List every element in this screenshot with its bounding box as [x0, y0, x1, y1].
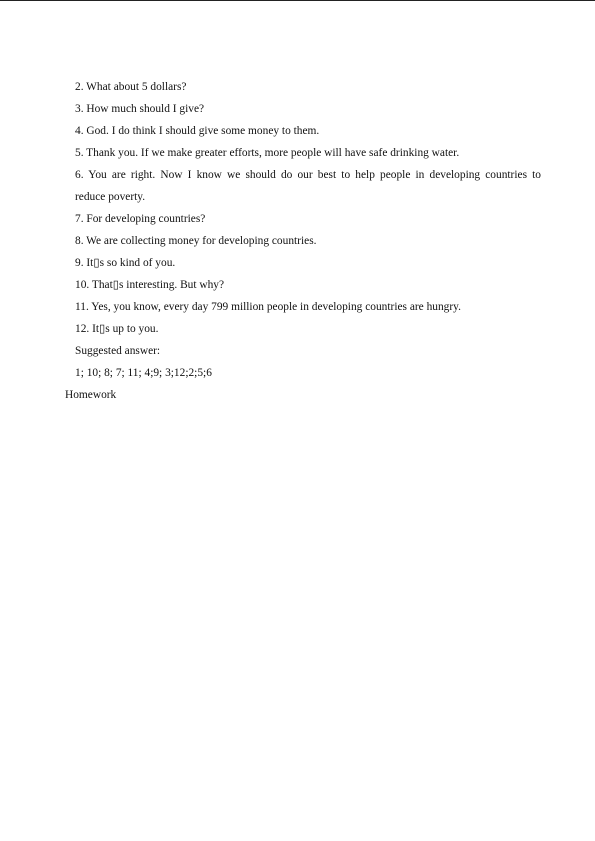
page-top-rule — [0, 0, 595, 1]
dialogue-line-11: 11. Yes, you know, every day 799 million people in developing countries are hungry. — [75, 301, 461, 313]
dialogue-line-7: 7. For developing countries? — [75, 213, 206, 225]
suggested-answer-sequence: 1; 10; 8; 7; 11; 4;9; 3;12;2;5;6 — [75, 367, 212, 379]
dialogue-line-12: 12. It▯s up to you. — [75, 323, 159, 335]
dialogue-line-6-continued: reduce poverty. — [75, 191, 146, 203]
dialogue-line-3: 3. How much should I give? — [75, 103, 205, 115]
suggested-answer-label: Suggested answer: — [75, 345, 161, 357]
dialogue-line-9: 9. It▯s so kind of you. — [75, 257, 176, 269]
dialogue-line-2: 2. What about 5 dollars? — [75, 81, 187, 93]
dialogue-line-6: 6. You are right. Now I know we should do our best to help people in developing countries to — [75, 169, 541, 181]
dialogue-line-5: 5. Thank you. If we make greater efforts, more people will have safe drinking water. — [75, 147, 460, 159]
dialogue-line-10: 10. That▯s interesting. But why? — [75, 279, 225, 291]
dialogue-line-4: 4. God. I do think I should give some money to them. — [75, 125, 320, 137]
document-body — [0, 76, 595, 406]
dialogue-line-8: 8. We are collecting money for developing countries. — [75, 235, 317, 247]
homework-heading: Homework — [65, 389, 117, 401]
